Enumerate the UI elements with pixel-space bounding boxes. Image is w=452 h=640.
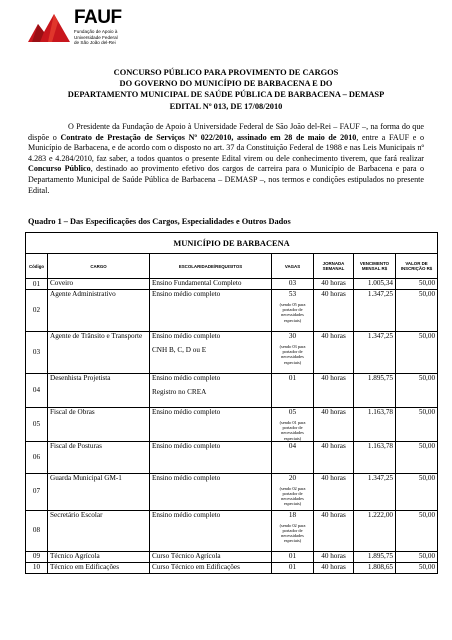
code-cell	[26, 441, 48, 473]
escolaridade-text: Ensino médio completo	[152, 290, 221, 298]
inscricao-text: 50,00	[418, 279, 436, 287]
vencimento-cell	[354, 408, 396, 442]
vencimento-text: 1.163,78	[367, 408, 393, 416]
vagas-note: (sendo 02 para portador de necessidades especiais)	[279, 522, 306, 544]
code-cell	[26, 279, 48, 290]
inscricao-text: 50,00	[418, 510, 436, 519]
code-cell	[26, 290, 48, 332]
cargo-cell	[48, 279, 150, 290]
jornada-cell	[314, 290, 354, 332]
vagas-text: 03	[288, 279, 297, 287]
vencimento-text: 1.163,78	[367, 441, 393, 450]
table-row	[26, 441, 438, 473]
municipio-header-row	[26, 233, 438, 254]
jornada-text: 40 horas	[321, 562, 346, 571]
inscricao-text: 50,00	[418, 408, 436, 416]
vagas-cell	[272, 290, 314, 332]
intro-paragraph: O Presidente da Fundação de Apoio à Universidade Federal de São João del-Rei – FAUF –, na forma do que dispõe o Contrato de Prestação de Serviços Nº 022/2010, assinado em 28 de maio de 2010, entre a FAUF e o Município de Barbacena, e de acordo com o disposto no art. 37 da Constituição Federal de 1988 e nas Leis Municipais nº 4.283 e 4.284/2010, faz saber, a todos quantos o presente Edital virem ou dele conhecimento tiverem, que fará realizar Concurso Público, destinado ao provimento efetivo dos cargos de carreira para o Município de Barbacena e para o Departamento Municipal de Saúde Pública de Barbacena – DEMASP –, nos termos e condições estipulados no presente Edital.	[28, 122, 424, 195]
vagas-text: 01	[288, 562, 297, 571]
vagas-note: (sendo 01 para portador de necessidades especiais)	[279, 420, 306, 441]
jornada-cell	[314, 441, 354, 473]
cargo-cell	[48, 441, 150, 473]
vagas-text: 01	[288, 551, 297, 560]
escolaridade-cell	[150, 510, 272, 551]
code-text: 06	[32, 452, 41, 461]
header-cargo: CARGO	[48, 254, 150, 279]
cargo-text: Fiscal de Posturas	[50, 441, 102, 450]
vagas-text: 01	[288, 374, 297, 382]
vencimento-cell	[354, 551, 396, 562]
escolaridade-text: Ensino Fundamental Completo	[152, 279, 242, 287]
cargo-text: Desenhista Projetista	[50, 374, 111, 382]
escolaridade-text: Ensino médio completo	[152, 332, 221, 340]
vencimento-cell	[354, 562, 396, 573]
escolaridade-text: Ensino médio completo	[152, 473, 221, 482]
code-text: 08	[32, 526, 41, 535]
table-row	[26, 551, 438, 562]
inscricao-cell	[396, 408, 438, 442]
jornada-text: 40 horas	[321, 408, 346, 416]
vencimento-text: 1.222,00	[367, 510, 393, 519]
document-title: CONCURSO PÚBLICO PARA PROVIMENTO DE CARGOS DO GOVERNO DO MUNICÍPIO DE BARBACENA E DO DEPARTAMENTO MUNICIPAL DE SAÚDE PÚBLICA DE BARBACENA – DEMASP EDITAL Nº 013, DE 17/08/2010	[67, 68, 385, 111]
requisito-text: CNH B, C, D ou E	[152, 346, 207, 354]
vagas-text: 05	[288, 408, 297, 416]
vagas-text: 04	[288, 441, 297, 450]
requisito-text: Registro no CREA	[152, 388, 207, 396]
cargo-cell	[48, 510, 150, 551]
jornada-cell	[314, 374, 354, 408]
inscricao-text: 50,00	[418, 290, 436, 298]
vencimento-text: 1.808,65	[367, 562, 393, 571]
escolaridade-cell	[150, 408, 272, 442]
inscricao-cell	[396, 332, 438, 374]
vencimento-text: 1.347,25	[367, 290, 393, 298]
escolaridade-cell	[150, 473, 272, 510]
cargo-cell	[48, 374, 150, 408]
vagas-cell	[272, 374, 314, 408]
inscricao-cell	[396, 473, 438, 510]
jornada-cell	[314, 562, 354, 573]
inscricao-text: 50,00	[418, 374, 436, 382]
inscricao-cell	[396, 279, 438, 290]
escolaridade-text: Ensino médio completo	[152, 510, 221, 519]
vagas-cell	[272, 408, 314, 442]
vagas-cell	[272, 551, 314, 562]
vencimento-cell	[354, 473, 396, 510]
fauf-logo	[28, 4, 138, 64]
cargo-text: Técnico Agrícola	[50, 551, 100, 560]
cargo-cell	[48, 551, 150, 562]
table-row	[26, 510, 438, 551]
fauf-logo-mark-icon	[28, 12, 70, 42]
jornada-text: 40 horas	[321, 510, 346, 519]
inscricao-text: 50,00	[418, 551, 436, 560]
cargo-text: Agente Administrativo	[50, 290, 116, 298]
cargo-cell	[48, 473, 150, 510]
jornada-cell	[314, 473, 354, 510]
logo-wordmark: FAUF	[74, 7, 122, 28]
municipio-title: MUNICÍPIO DE BARBACENA	[26, 233, 438, 254]
jornada-text: 40 horas	[321, 441, 346, 450]
code-cell	[26, 408, 48, 442]
table-row	[26, 473, 438, 510]
vencimento-cell	[354, 290, 396, 332]
vencimento-cell	[354, 374, 396, 408]
vencimento-text: 1.005,34	[367, 279, 393, 287]
code-cell	[26, 551, 48, 562]
escolaridade-cell	[150, 551, 272, 562]
inscricao-cell	[396, 562, 438, 573]
header-escolaridade: ESCOLARIDADE/REQUISITOS	[150, 254, 272, 279]
table-row	[26, 290, 438, 332]
vagas-cell	[272, 332, 314, 374]
cargo-text: Técnico em Edificações	[50, 562, 120, 571]
code-text: 03	[32, 348, 41, 356]
vencimento-text: 1.895,75	[367, 374, 393, 382]
cargo-text: Secretário Escolar	[50, 510, 103, 519]
jornada-text: 40 horas	[321, 374, 346, 382]
code-text: 02	[32, 306, 41, 314]
quadro-title: Quadro 1 – Das Especificações dos Cargos, Especialidades e Outros Dados	[28, 217, 291, 226]
table-body	[26, 279, 438, 574]
table-row	[26, 332, 438, 374]
code-cell	[26, 374, 48, 408]
table-row	[26, 279, 438, 290]
vagas-cell	[272, 473, 314, 510]
header-vencimento: VENCIMENTO MENSAL R$	[354, 254, 396, 279]
escolaridade-cell	[150, 279, 272, 290]
escolaridade-text: Curso Técnico Agrícola	[152, 551, 221, 560]
inscricao-text: 50,00	[418, 441, 436, 450]
vagas-note: (sendo 03 para portador de necessidades especiais)	[279, 344, 306, 365]
code-cell	[26, 332, 48, 374]
table-row	[26, 562, 438, 573]
cargo-cell	[48, 408, 150, 442]
inscricao-text: 50,00	[418, 562, 436, 571]
code-text: 09	[32, 552, 41, 561]
code-cell	[26, 510, 48, 551]
logo-subtitle: Fundação de Apoio à Universidade Federal de São João del-Rei	[74, 29, 118, 46]
vencimento-text: 1.895,75	[367, 551, 393, 560]
vagas-text: 18	[288, 510, 297, 519]
vagas-note: (sendo 02 para portador de necessidades especiais)	[279, 485, 306, 507]
code-cell	[26, 473, 48, 510]
escolaridade-text: Ensino médio completo	[152, 441, 221, 450]
vencimento-cell	[354, 279, 396, 290]
cargo-cell	[48, 562, 150, 573]
escolaridade-cell	[150, 562, 272, 573]
code-cell	[26, 562, 48, 573]
vencimento-text: 1.347,25	[367, 332, 393, 340]
inscricao-cell	[396, 290, 438, 332]
vagas-cell	[272, 510, 314, 551]
code-text: 04	[32, 386, 41, 394]
vagas-text: 30	[288, 332, 297, 340]
escolaridade-cell	[150, 441, 272, 473]
escolaridade-text: Ensino médio completo	[152, 408, 221, 416]
header-jornada: JORNADA SEMANAL	[314, 254, 354, 279]
escolaridade-text: Ensino médio completo	[152, 374, 221, 382]
cargo-text: Guarda Municipal GM-1	[50, 473, 122, 482]
header-vagas: VAGAS	[272, 254, 314, 279]
header-inscricao: VALOR DE INSCRIÇÃO R$	[396, 254, 438, 279]
vagas-cell	[272, 441, 314, 473]
column-header-row	[26, 254, 438, 279]
code-text: 07	[32, 487, 41, 496]
inscricao-text: 50,00	[418, 473, 436, 482]
jornada-cell	[314, 510, 354, 551]
cargo-text: Agente de Trânsito e Transporte	[50, 332, 143, 340]
jornada-text: 40 horas	[321, 551, 346, 560]
table-row	[26, 374, 438, 408]
vagas-note: (sendo 05 para portador de necessidades especiais)	[279, 302, 306, 323]
vagas-text: 20	[288, 473, 297, 482]
jornada-text: 40 horas	[321, 332, 346, 340]
vencimento-text: 1.347,25	[367, 473, 393, 482]
escolaridade-cell	[150, 332, 272, 374]
jornada-text: 40 horas	[321, 290, 346, 298]
vagas-cell	[272, 562, 314, 573]
code-text: 10	[32, 563, 41, 572]
escolaridade-text: Curso Técnico em Edificações	[152, 562, 240, 571]
inscricao-text: 50,00	[418, 332, 436, 340]
cargo-cell	[48, 332, 150, 374]
jornada-text: 40 horas	[321, 279, 346, 287]
cargo-text: Fiscal de Obras	[50, 408, 95, 416]
jornada-cell	[314, 279, 354, 290]
inscricao-cell	[396, 551, 438, 562]
escolaridade-cell	[150, 290, 272, 332]
cargos-table	[25, 232, 438, 574]
cargo-text: Coveiro	[50, 279, 74, 287]
header-codigo: Código	[26, 254, 48, 279]
vencimento-cell	[354, 510, 396, 551]
inscricao-cell	[396, 441, 438, 473]
jornada-cell	[314, 332, 354, 374]
vagas-text: 53	[288, 290, 297, 298]
cargo-cell	[48, 290, 150, 332]
inscricao-cell	[396, 374, 438, 408]
vencimento-cell	[354, 332, 396, 374]
jornada-text: 40 horas	[321, 473, 346, 482]
vencimento-cell	[354, 441, 396, 473]
inscricao-cell	[396, 510, 438, 551]
code-text: 01	[32, 279, 41, 288]
escolaridade-cell	[150, 374, 272, 408]
jornada-cell	[314, 551, 354, 562]
vagas-cell	[272, 279, 314, 290]
code-text: 05	[32, 419, 41, 428]
table-row	[26, 408, 438, 442]
jornada-cell	[314, 408, 354, 442]
